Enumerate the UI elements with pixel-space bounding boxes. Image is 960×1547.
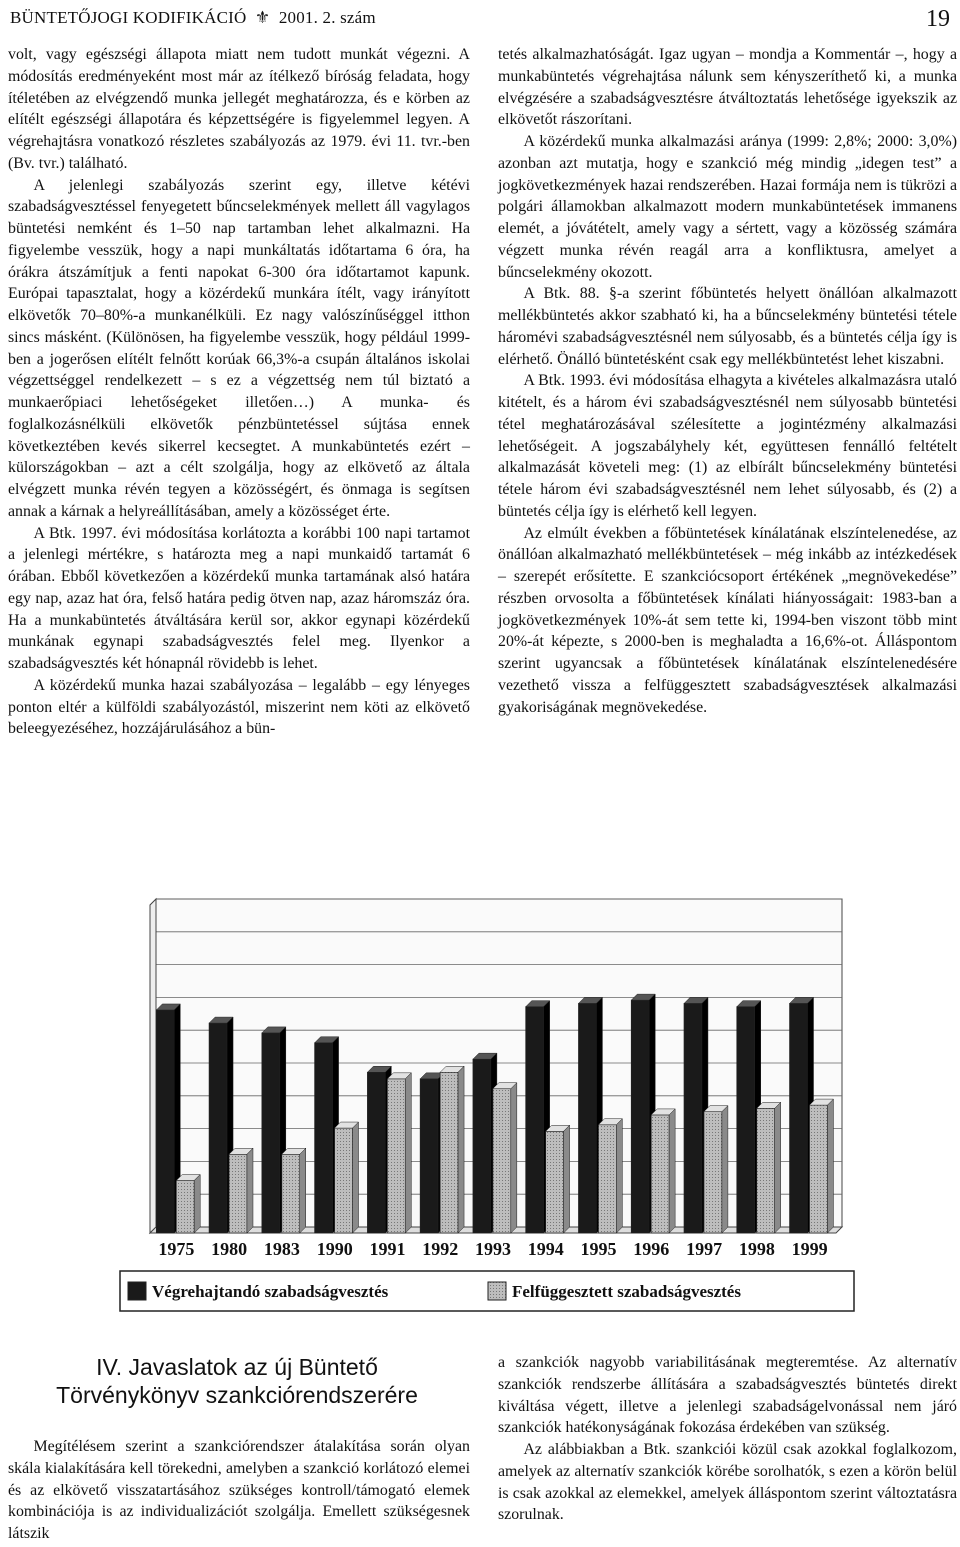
paragraph: Az elmúlt években a főbüntetések kínálatának elszíntelenedése, az önállóan alkalmazható mellékbüntetések – még inkább az intézkedések – szerepét erősítette. E szankciócsoport értékének „megnövekedése” részben orvosolta a főbüntetések kínálati hiányosságait: 1983-ban a jogkövetkezmények 10%-át sem tette ki, 1994-ben viszont több mint 20%-át képezte, s 2000-ben is meghaladta a 16,6%-ot. Álláspontom szerint ugyancsak a főbüntetések kínálatának elszíntelenedésére vezethető vissza a felfüggesztett szabadságvesztések alkalmazási gyakoriságának megnövekedése.	[498, 524, 957, 716]
x-tick-label: 1998	[738, 1239, 775, 1259]
right-column	[498, 44, 957, 718]
bar-vegrehajtando	[420, 1079, 438, 1233]
bar-felfuggesztett	[335, 1128, 353, 1233]
heading-line-1: IV. Javaslatok az új Büntető	[96, 1354, 378, 1380]
x-tick-label: 1992	[422, 1239, 459, 1259]
paragraph: A Btk. 1993. évi módosítása elhagyta a kivételes alkalmazásra utaló kitételt, és a három évi szabadságvesztésnél nem súlyosabb büntetési tétel meghatározásával szélesítette a jogintézmény alkalmazási lehetőségeit. A jogszabályhely két, együttesen fennálló feltételt alkalmazását követeli meg: (1) az elbírált bűncselekmény büntetési tétele három évi szabadságvesztésnél nem lehet súlyosabb, és (2) a büntetés célja így is elérhető kell legyen.	[498, 372, 957, 520]
bar-felfuggesztett	[704, 1112, 722, 1233]
x-tick-label: 1993	[475, 1239, 511, 1259]
bar-vegrehajtando	[737, 1007, 755, 1233]
x-tick-label: 1991	[369, 1239, 406, 1259]
bar-vegrehajtando	[156, 1010, 174, 1233]
bar-side	[194, 1175, 200, 1233]
legend-label: Felfüggesztett szabadságvesztés	[512, 1282, 741, 1301]
bar-felfuggesztett	[493, 1089, 511, 1233]
bar-vegrehajtando	[315, 1043, 333, 1233]
bar-felfuggesztett	[546, 1131, 564, 1233]
journal-name: BÜNTETŐJOGI KODIFIKÁCIÓ	[10, 8, 247, 27]
running-header	[10, 6, 954, 36]
page-number: 19	[926, 6, 950, 32]
x-tick-label: 1990	[316, 1239, 353, 1259]
bar-side	[458, 1066, 464, 1233]
bar-felfuggesztett	[176, 1181, 194, 1233]
paragraph: A közérdekű munka alkalmazási aránya (1999: 2,8%; 2000: 3,0%) azonban azt mutatja, hogy e szankció még mindig „idegen test” a jogkövetkezmények hazai rendszerében. Hazai formája nem is tükrözi a polgári államokban alkalmazott modern munkabüntetések immanens elemét, a jóvátételt, amely vagy a sértett, vagy a közösség számára végzett munka révén reagál arra a konfliktusra, amelyet a bűncselekmény okozott.	[498, 133, 957, 281]
sentence-bar-chart	[118, 895, 858, 1327]
paragraph: A Btk. 88. §-a szerint főbüntetés helyett önállóan alkalmazott mellékbüntetés akkor szabható ki, ha a bűncselekmény büntetési tétele háromévi szabadságvesztésnél nem súlyosabb, és a büntetés célja így is elérhető. Önálló büntetésként csak egy mellékbüntetést lehet kiszabni.	[498, 285, 957, 368]
ornament-icon: ⚜	[254, 8, 271, 27]
x-tick-label: 1999	[791, 1239, 828, 1259]
left-column	[8, 44, 470, 740]
bar-side	[300, 1148, 306, 1233]
bar-felfuggesztett	[598, 1125, 616, 1233]
bar-felfuggesztett	[387, 1079, 405, 1233]
paragraph: tetés alkalmazhatóságát. Igaz ugyan – mondja a Kommentár –, hogy a munkabüntetés végrehajtása nálunk sem kényszeríthető ki, a munka elvégzésére a szabadságvesztésre átváltoztatás lehetősége igyekszik az elkövetőt rászorítani.	[498, 46, 957, 129]
bar-vegrehajtando	[790, 1003, 808, 1233]
paragraph: A Btk. 1997. évi módosítása korlátozta a korábbi 100 napi tartamot a jelenlegi mértékre, s határozta meg a napi munkaidő tartamát 6 órában. Ebből következően a közérdekű munka tartamának alsó határa egy nap, azaz hat óra, felső határa pedig ötven nap, azaz háromszáz óra. Ha a munkabüntetés átváltására kerül sor, akkor egynapi közérdekű munkának egynapi szabadságvesztés felel meg. Ilyenkor a szabadságvesztés két hónapnál rövidebb is lehet.	[8, 524, 470, 672]
bar-vegrehajtando	[209, 1023, 227, 1233]
heading-line-2: Törvénykönyv szankciórendszerére	[56, 1382, 418, 1408]
bar-side	[247, 1148, 253, 1233]
chart-svg	[118, 895, 858, 1327]
bar-vegrehajtando	[262, 1033, 280, 1233]
bar-side	[722, 1106, 728, 1233]
paragraph: A jelenlegi szabályozás szerint egy, illetve kétévi szabadságvesztéssel fenyegetett bűncselekmények mellett áll vagylagos büntetési nemként és 1–50 nap tartamban lehet alkalmazni. Ha figyelembe vesszük, hogy a napi munkáltatás időtartama 6 óra, ha órákra átszámítjuk a fenti napokat 6-300 óra időtartamot kapunk. Európai tapasztalat, hogy a közérdekű munkára ítélt, vagy irányított elkövetők 70–80%-a munkanélküli. Ez nagy valószínűséggel itthon sincs másként. (Különösen, ha figyelembe vesszük, hogy például 1999-ben a jogerősen elítélt felnőtt korúak 66,3%-a csupán általános iskolai végzettséggel rendelkezett – s ez a végzettség nem túl biztató a munkaerőpiaci lehetőségeket illetően…) A munka- és foglalkozásnélküli elkövetők pénzbüntetéssel sújtása ennek következtében kevés sikerrel kecsegtet. A munkabüntetés ezért – külországokban – azt a célt szolgálja, hogy az elkövető az általa elvégzett munka révén tegyen a közösségért, és önmaga is segítsen annak a kárnak a helyreállításában, amely a közösséget érte.	[8, 176, 470, 520]
x-tick-label: 1995	[580, 1239, 617, 1259]
bar-vegrehajtando	[473, 1059, 491, 1233]
issue-label: 2001. 2. szám	[278, 8, 376, 27]
bar-felfuggesztett	[651, 1115, 669, 1233]
bar-side	[775, 1102, 781, 1233]
legend-label: Végrehajtandó szabadságvesztés	[152, 1282, 389, 1301]
legend-swatch	[128, 1282, 146, 1300]
bar-felfuggesztett	[757, 1108, 775, 1233]
bar-side	[564, 1125, 570, 1233]
bar-felfuggesztett	[229, 1154, 247, 1233]
paragraph: Az alábbiakban a Btk. szankciói közül csak azokkal foglalkozom, amelyek az alternatív szankciók körébe sorolhatók, s ezen a körön belül is csak azokkal az elemekkel, amelyek álláspontom szerint változtatásra szorulnak.	[498, 1441, 957, 1524]
x-tick-label: 1975	[158, 1239, 195, 1259]
bar-vegrehajtando	[367, 1072, 385, 1233]
bar-vegrehajtando	[578, 1003, 596, 1233]
bar-side	[405, 1073, 411, 1233]
bar-vegrehajtando	[526, 1007, 544, 1233]
bottom-left-column	[8, 1436, 470, 1545]
x-tick-label: 1996	[633, 1239, 670, 1259]
chart-left-wall	[150, 899, 156, 1233]
x-tick-label: 1997	[686, 1239, 723, 1259]
x-tick-label: 1994	[527, 1239, 564, 1259]
section-heading	[14, 1353, 460, 1409]
paragraph: Megítélésem szerint a szankciórendszer átalakítása során olyan skála kialakítására kell törekedni, amelyben a szankció korlátozó elemei és az elkövető visszatartásához szükséges kontroll/támogató elemek kombinációja is az individualizációt szolgálja. Emellett szükségesnek látszik	[8, 1438, 470, 1542]
paragraph: volt, vagy egészségi állapota miatt nem tudott munkát végezni. A módosítás eredményeként most már az ítélkező bíróság feladata, hogy ítéletében az elvégzendő munka jellegét meghatározza, és e körben az elítélt egészségi állapotára és képzettségére is figyelemmel legyen. A végrehajtásra vonatkozó részletes szabályozás az 1979. évi 11. tvr.-ben (Bv. tvr.) található.	[8, 46, 470, 172]
bar-felfuggesztett	[440, 1072, 458, 1233]
bar-vegrehajtando	[631, 1000, 649, 1233]
legend-swatch	[488, 1282, 506, 1300]
bar-felfuggesztett	[282, 1154, 300, 1233]
paragraph: a szankciók nagyobb variabilitásának megteremtése. Az alternatív szankciók rendszerbe állítására a szabadságvesztés büntetés direkt kiváltása végett, illetve a jelenlegi szabadságelvonással nem járó szankciók hatékonyságának fokozása érdekében van szükség.	[498, 1354, 957, 1437]
bar-side	[616, 1119, 622, 1233]
bar-felfuggesztett	[810, 1105, 828, 1233]
x-tick-label: 1983	[263, 1239, 300, 1259]
paragraph: A közérdekű munka hazai szabályozása – legalább – egy lényeges ponton eltér a külföldi szabályozástól, miszerint nem köti az elkövető beleegyezéséhez, hozzájárulásához a bün-	[8, 676, 470, 738]
bar-vegrehajtando	[684, 1003, 702, 1233]
bottom-right-column	[498, 1352, 957, 1526]
bar-side	[353, 1122, 359, 1233]
bar-side	[669, 1109, 675, 1233]
x-tick-label: 1980	[211, 1239, 248, 1259]
bar-side	[511, 1083, 517, 1233]
running-title	[10, 8, 376, 28]
bar-side	[827, 1099, 833, 1233]
